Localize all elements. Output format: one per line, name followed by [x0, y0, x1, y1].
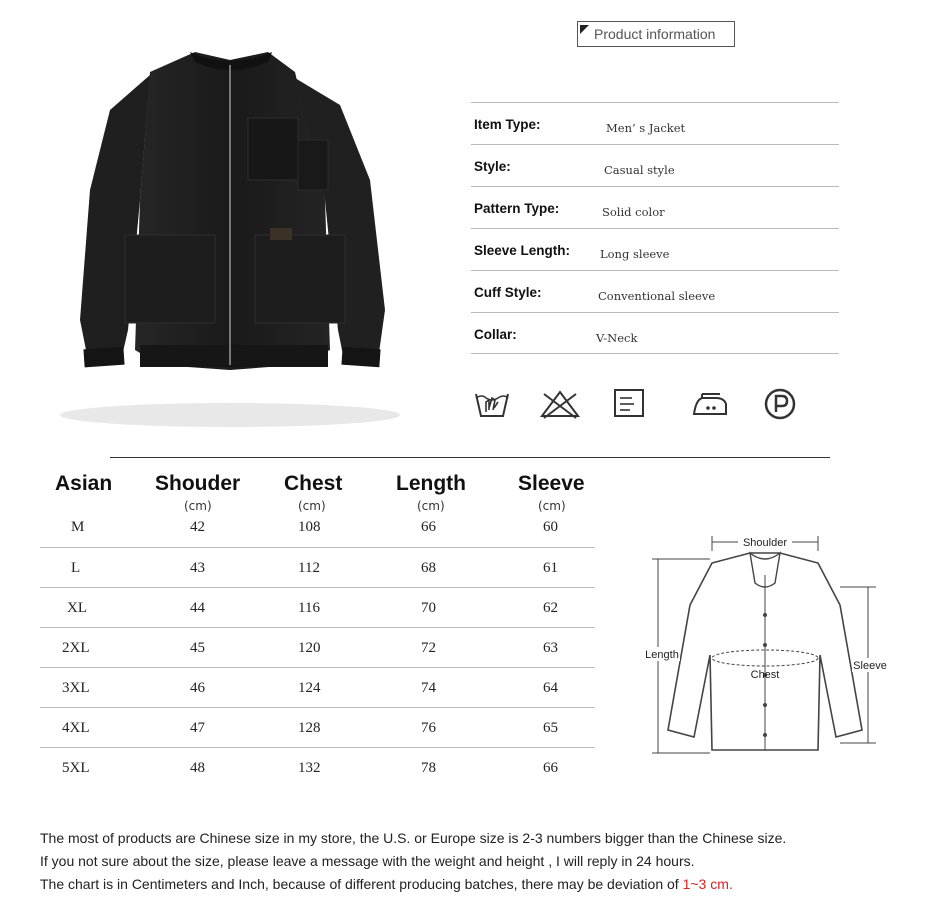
spec-label: Sleeve Length:: [474, 243, 571, 258]
care-icons: [472, 386, 802, 426]
table-row: [40, 707, 595, 747]
cell-size: XL: [67, 600, 87, 616]
spec-row-item-type: [471, 102, 839, 144]
cell-size: 5XL: [62, 760, 90, 776]
spec-label: Collar:: [474, 327, 517, 342]
cell-size: 4XL: [62, 720, 90, 736]
unit-chest: (cm): [298, 499, 326, 513]
cell-shoulder: 43: [190, 560, 205, 576]
jacket-photo: [40, 30, 420, 440]
spec-row-style: [471, 144, 839, 186]
cell-size: 2XL: [62, 640, 90, 656]
header-shoulder: Shouder: [155, 472, 241, 495]
spec-row-pattern-type: [471, 186, 839, 228]
table-row: [40, 507, 595, 547]
cell-shoulder: 47: [190, 720, 205, 736]
size-table: [40, 507, 595, 787]
unit-shoulder: (cm): [184, 499, 212, 513]
measurement-diagram: [640, 525, 890, 770]
spec-label: Style:: [474, 159, 511, 174]
table-row: [40, 547, 595, 587]
product-info-header: [577, 21, 735, 47]
spec-label: Cuff Style:: [474, 285, 542, 300]
hand-wash-icon: [472, 386, 512, 422]
header-chest: Chest: [284, 472, 343, 495]
cell-size: 3XL: [62, 680, 90, 696]
cell-length: 76: [421, 720, 436, 736]
cell-length: 72: [421, 640, 436, 656]
deviation-highlight: 1~3 cm.: [682, 876, 733, 892]
table-row: [40, 747, 595, 787]
cell-sleeve: 63: [543, 640, 558, 656]
footer-note-2: If you not sure about the size, please leave a message with the weight and height , I will reply in 24 hours.: [40, 853, 695, 869]
cell-chest: 112: [298, 560, 320, 576]
cell-sleeve: 64: [543, 680, 558, 696]
cell-chest: 132: [298, 760, 321, 776]
spec-value: Conventional sleeve: [598, 289, 716, 303]
cell-shoulder: 48: [190, 760, 205, 776]
spec-row-sleeve-length: [471, 228, 839, 270]
cell-shoulder: 44: [190, 600, 205, 616]
footer-note-1: The most of products are Chinese size in my store, the U.S. or Europe size is 2-3 numbers bigger than the Chinese size.: [40, 830, 787, 846]
dry-clean-icon: [762, 386, 798, 422]
table-row: [40, 587, 595, 627]
spec-value: Solid color: [602, 205, 665, 219]
cell-length: 70: [421, 600, 436, 616]
length-label: Length: [645, 649, 679, 661]
cell-sleeve: 65: [543, 720, 558, 736]
sleeve-label: Sleeve: [853, 660, 887, 672]
cell-chest: 108: [298, 519, 321, 535]
shoulder-label: Shoulder: [742, 537, 788, 549]
cell-length: 68: [421, 560, 436, 576]
spec-value: Long sleeve: [600, 247, 670, 261]
header-length: Length: [396, 472, 466, 495]
chest-label: Chest: [750, 669, 780, 681]
spec-table: [471, 102, 839, 354]
cell-sleeve: 62: [543, 600, 558, 616]
unit-sleeve: (cm): [538, 499, 566, 513]
table-row: [40, 627, 595, 667]
header-sleeve: Sleeve: [518, 472, 585, 495]
cell-sleeve: 66: [543, 760, 558, 776]
iron-icon: [690, 386, 730, 422]
unit-length: (cm): [417, 499, 445, 513]
cell-shoulder: 42: [190, 519, 205, 535]
cell-sleeve: 60: [543, 519, 558, 535]
footer-note-3: [40, 876, 733, 892]
spec-label: Item Type:: [474, 117, 541, 132]
cell-shoulder: 46: [190, 680, 205, 696]
spec-value: V-Neck: [596, 331, 638, 345]
cell-size: M: [71, 519, 85, 535]
cell-chest: 124: [298, 680, 321, 696]
section-divider: [110, 457, 830, 458]
cell-chest: 120: [298, 640, 321, 656]
cell-shoulder: 45: [190, 640, 205, 656]
do-not-bleach-icon: [538, 386, 582, 422]
spec-label: Pattern Type:: [474, 201, 560, 216]
cell-length: 66: [421, 519, 436, 535]
tumble-dry-icon: [612, 386, 646, 422]
cell-length: 78: [421, 760, 436, 776]
table-row: [40, 667, 595, 707]
cell-chest: 128: [298, 720, 321, 736]
spec-row-collar: [471, 312, 839, 354]
spec-value: Men’ s Jacket: [606, 121, 686, 135]
spec-value: Casual style: [604, 163, 675, 177]
cell-chest: 116: [298, 600, 320, 616]
header-asian: Asian: [55, 472, 113, 495]
cell-sleeve: 61: [543, 560, 558, 576]
product-info-title: Product information: [594, 26, 716, 42]
spec-row-cuff-style: [471, 270, 839, 312]
corner-mark-icon: [580, 25, 589, 34]
cell-size: L: [71, 560, 81, 576]
cell-length: 74: [421, 680, 436, 696]
footer-note-3-text: The chart is in Centimeters and Inch, because of different producing batches, there may be deviation of: [40, 876, 683, 892]
